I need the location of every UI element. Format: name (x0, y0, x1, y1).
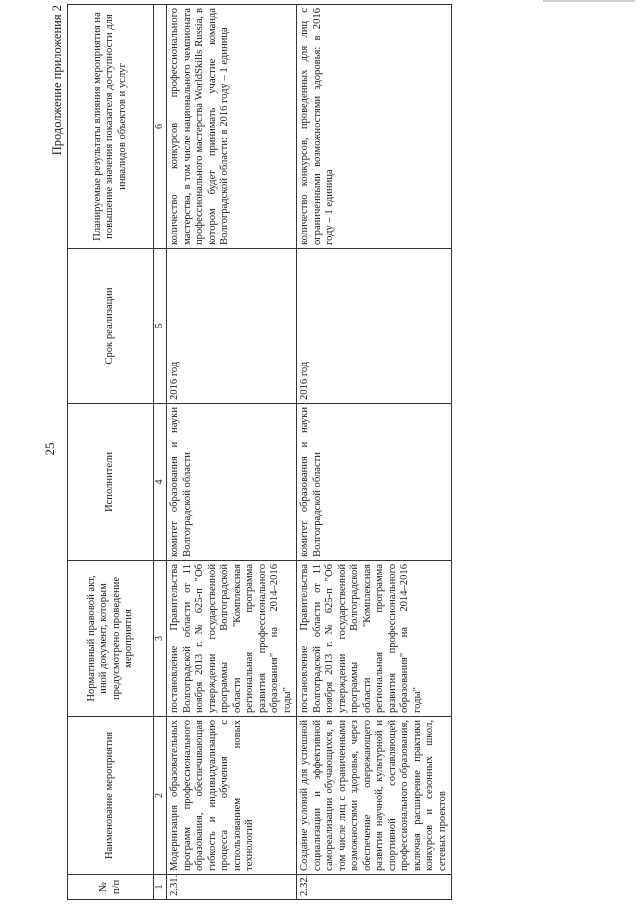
measures-table (67, 4, 452, 900)
page-number-text: 25 (42, 442, 57, 456)
column-number: 4 (154, 404, 167, 561)
measure-name: Создание условий для успешной социализации и эффективной самореализации обучающихся, в том числе лиц с ограниченными возможностями здоровья, через обеспечение опережающего развития научной, культурной и спортивной составляющей профессионального образования, включая расширение практики конкурсов и сезонных школ, сетевых проектов (297, 717, 452, 875)
header-results: Планируемые результаты влияния мероприятия на повышение значения показателя доступности для инвалидов объектов и услуг (68, 5, 154, 249)
rotated-sheet (50, 5, 640, 900)
executor: комитет образования и науки Волгоградской области (167, 404, 297, 561)
header-number: № п/п (68, 875, 154, 900)
header-executors: Исполнители (68, 404, 154, 561)
column-numbers-row (154, 5, 167, 900)
planned-result: количество конкурсов профессионального мастерства, в том числе национального чемпионата профессионального мастерства WorldSkills Russia, в котором будет принимать участие команда Волгоградской области: в 2016 году – 1 единица (167, 5, 297, 249)
column-number: 2 (154, 717, 167, 875)
column-number: 5 (154, 249, 167, 404)
executor: комитет образования и науки Волгоградской области (297, 404, 452, 561)
table-row (167, 5, 297, 900)
term: 2016 год (167, 249, 297, 404)
row-number: 2.32. (297, 875, 452, 900)
table-row (297, 5, 452, 900)
term: 2016 год (297, 249, 452, 404)
continuation-label: Продолжение приложения 2 (50, 5, 64, 156)
header-term: Срок реализации (68, 249, 154, 404)
row-number: 2.31. (167, 875, 297, 900)
column-number: 3 (154, 561, 167, 717)
legal-act: постановление Правительства Волгоградской области от 11 ноября 2013 г. № 625-п "Об утверждении государственной программы Волгоградской области "Комплексная региональная программа развития профессионального образования" на 2014–2016 годы" (297, 561, 452, 717)
column-number: 1 (154, 875, 167, 900)
header-measure-name: Наименование мероприятия (68, 717, 154, 875)
measure-name: Модернизация образовательных программ профессионального образования, обеспечивающая гибкость и индивидуализацию процесса обучения с использованием новых технологий (167, 717, 297, 875)
table-header-row (68, 5, 154, 900)
column-number: 6 (154, 5, 167, 249)
legal-act: постановление Правительства Волгоградской области от 11 ноября 2013 г. № 625-п "Об утверждении государственной программы Волгоградской области "Комплексная региональная программа развития профессионального образования" на 2014–2016 годы" (167, 561, 297, 717)
scan-edge-line (543, 0, 635, 2)
planned-result: количество конкурсов, проведенных для лиц с ограниченными возможностями здоровья: в 2016 году – 1 единица (297, 5, 452, 249)
header-legal-act: Нормативный правовой акт, иной документ, которым предусмотрено проведение мероприятия (68, 561, 154, 717)
